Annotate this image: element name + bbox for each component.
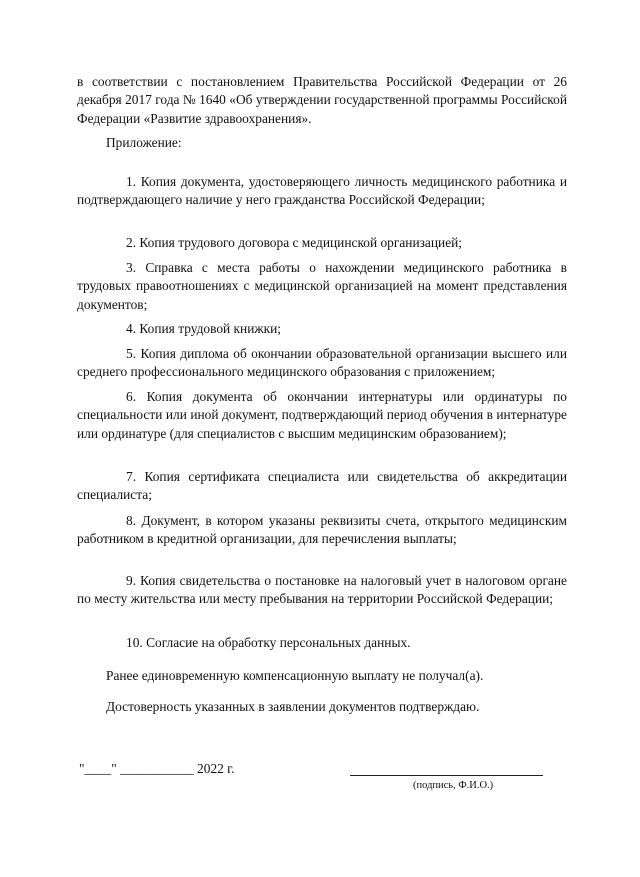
statement-confirmation: Достоверность указанных в заявлении документов подтверждаю.	[106, 699, 480, 714]
attachment-item-1: 1. Копия документа, удостоверяющего личность медицинского работника и подтверждающего наличие у него гражданства Российской Федерации;	[77, 174, 567, 208]
attachment-item-7: 7. Копия сертификата специалиста или свидетельства об аккредитации специалиста;	[77, 469, 567, 503]
statement-no-prior-payment: Ранее единовременную компенсационную выплату не получал(а).	[106, 668, 484, 683]
attachment-item-5: 5. Копия диплома об окончании образовательной организации высшего или среднего профессионального медицинского образования с приложением;	[77, 346, 567, 380]
attachment-item-3: 3. Справка с места работы о нахождении медицинского работника в трудовых правоотношениях с медицинской организацией на момент представления документов;	[77, 260, 567, 312]
date-field: "____" ___________ 2022 г.	[79, 761, 235, 776]
attachment-item-4: 4. Копия трудовой книжки;	[126, 321, 282, 336]
signature-line	[350, 775, 543, 776]
signature-caption: (подпись, Ф.И.О.)	[413, 780, 494, 791]
attachment-label: Приложение:	[106, 135, 182, 150]
attachment-item-8: 8. Документ, в котором указаны реквизиты счета, открытого медицинским работником в кредитной организации, для перечисления выплаты;	[77, 513, 567, 547]
attachment-item-6: 6. Копия документа об окончании интернатуры или ординатуры по специальности или иной документ, подтверждающий период обучения в интернатуре или ординатуре (для специалистов с высшим медицинским образованием);	[77, 389, 567, 441]
attachment-item-10: 10. Согласие на обработку персональных данных.	[126, 635, 411, 650]
attachment-item-9: 9. Копия свидетельства о постановке на налоговый учет в налоговом органе по месту жительства или месту пребывания на территории Российской Федерации;	[77, 573, 567, 607]
intro-paragraph: в соответствии с постановлением Правительства Российской Федерации от 26 декабря 2017 года № 1640 «Об утверждении государственной программы Российской Федерации «Развитие здравоохранения».	[77, 74, 567, 126]
attachment-item-2: 2. Копия трудового договора с медицинской организацией;	[126, 235, 463, 250]
